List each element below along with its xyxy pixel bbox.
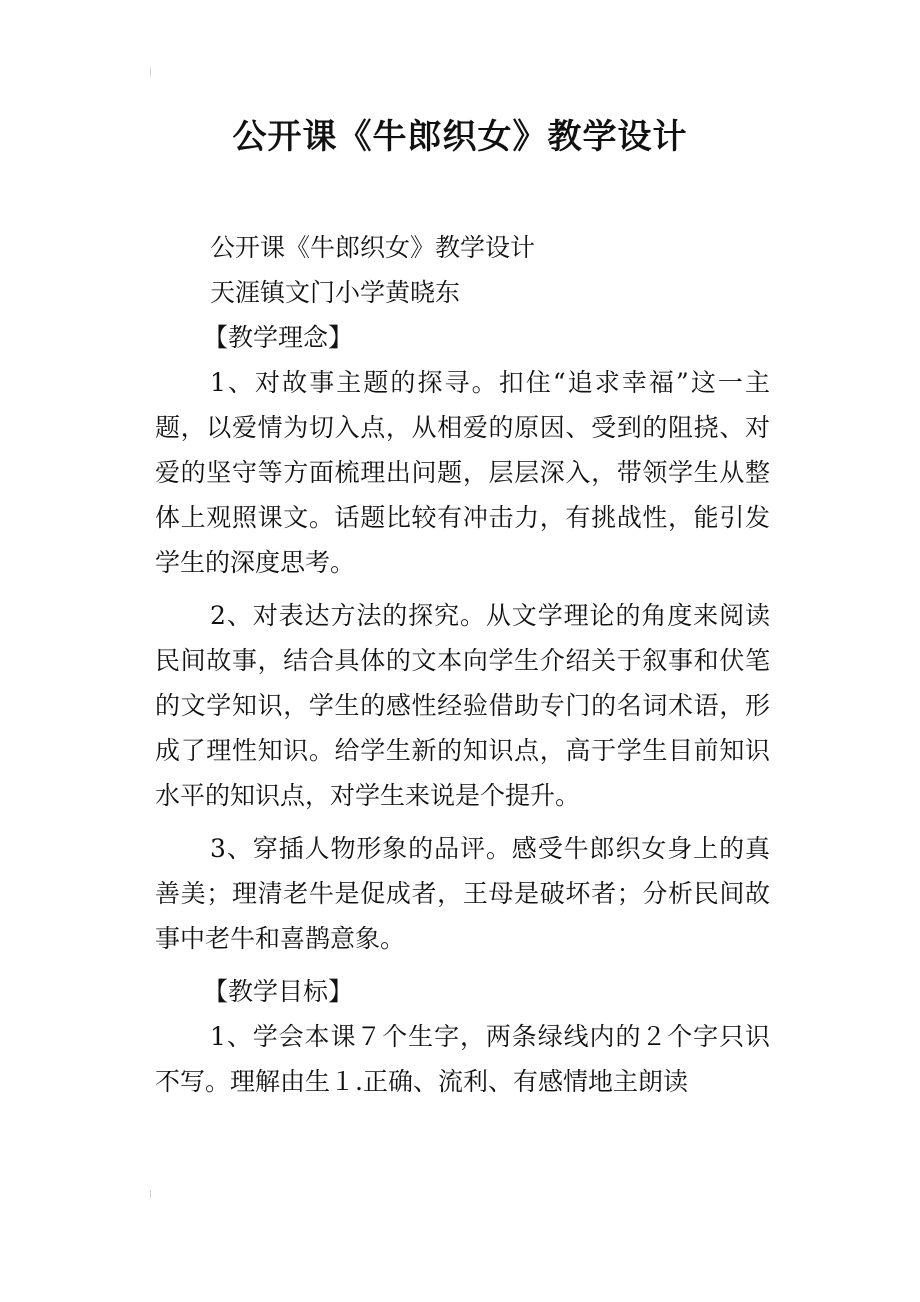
goal-paragraph-1: 1、学会本课７个生字，两条绿线内的２个字只识不写。理解由生１.正确、流利、有感情地主朗读 (155, 1022, 770, 1096)
document-author: 天涯镇文门小学黄晓东 (210, 278, 461, 307)
concept-paragraph-1: 1、对故事主题的探寻。扣住“追求幸福”这一主题，以爱情为切入点，从相爱的原因、受到的阻挠、对爱的坚守等方面梳理出问题，层层深入，带领学生从整体上观照课文。话题比较有冲击力，有挑战性，能引发学生的深度思考。 (155, 368, 770, 577)
document-body (155, 225, 770, 1112)
document-subtitle: 公开课《牛郎织女》教学设计 (210, 233, 536, 262)
section-heading-concept: 【教学理念】 (203, 323, 354, 352)
corner-mark (150, 68, 155, 76)
document-title: 公开课《牛郎织女》教学设计 (232, 117, 688, 157)
concept-paragraph-2: 2、对表达方法的探究。从文学理论的角度来阅读民间故事，结合具体的文本向学生介绍关于叙事和伏笔的文学知识，学生的感性经验借助专门的名词术语，形成了理性知识。给学生新的知识点，高于学生目前知识水平的知识点，对学生来说是个提升。 (155, 601, 770, 810)
corner-mark (150, 1190, 155, 1198)
section-heading-goals: 【教学目标】 (203, 977, 354, 1006)
concept-paragraph-3: 3、穿插人物形象的品评。感受牛郎织女身上的真善美；理清老牛是促成者，王母是破坏者；分析民间故事中老牛和喜鹊意象。 (155, 834, 770, 953)
